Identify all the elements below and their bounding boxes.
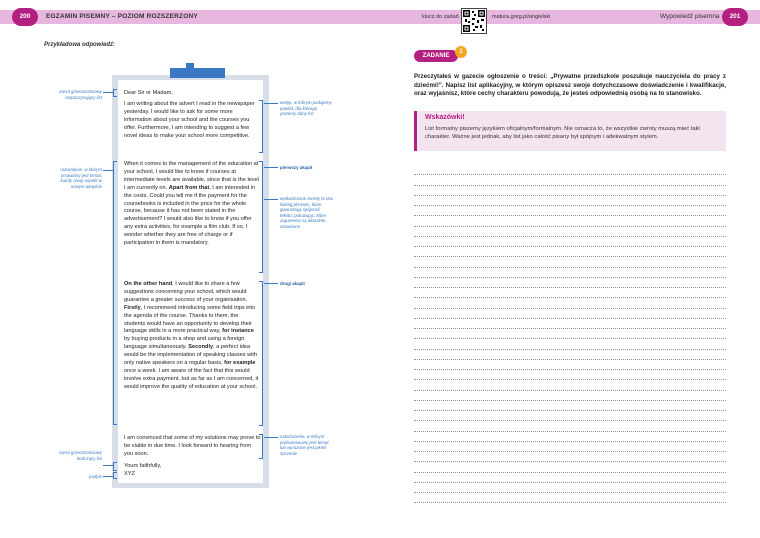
writing-line[interactable] (414, 350, 726, 360)
note-first-paragraph: pierwszy akapit (280, 165, 313, 170)
note-body: rozwinięcie, w którym omawiany jest temat, każdy nowy aspekt w nowym akapicie (60, 167, 102, 189)
writing-line[interactable] (414, 329, 726, 339)
writing-line[interactable] (414, 462, 726, 472)
key-label: klucz do zadań (422, 14, 459, 20)
writing-line[interactable] (414, 257, 726, 267)
writing-line[interactable] (414, 380, 726, 390)
hint-text: List formalny piszemy językiem oficjalnym/formalnym. Nie oznacza to, że wszystkie zwroty muszą mieć taki charakter. Ważne jest jednak, aby list jako całość pisany był spójnym i adekwatnym stylem. (425, 126, 700, 140)
task-number: 1 (455, 46, 467, 58)
writing-line[interactable] (414, 227, 726, 237)
task-instructions: Przeczytałeś w gazecie ogłoszenie o treści: „Prywatne przedszkole poszukuje nauczyciela do pracy z dziećmi!”. Napisz list aplikacyjny, w którym opiszesz swoje dotychczasowe doświadczenie i kwalifikacje, oraz wyjaśnisz, które cechy charakteru powodują, że jesteś odpowiednią osobą na to stanowisko. (414, 73, 726, 98)
bracket-intro (259, 100, 263, 153)
bracket-greeting (113, 89, 117, 97)
writing-line[interactable] (414, 493, 726, 503)
bracket-conclusion (259, 434, 263, 459)
note-introduction: wstęp, w którym podajemy powód, dla którego piszemy dany list (280, 100, 332, 117)
note-linking-phrases: wytłuszczone zwroty to tzw. linking phrases, które gwarantują spójność tekstu, pokazując, które argumenty są aktualnie omawiane (280, 196, 334, 229)
right-header-title: Wypowiedź pisemna (660, 13, 720, 20)
writing-line[interactable] (414, 268, 726, 278)
writing-line[interactable] (414, 206, 726, 216)
writing-line[interactable] (414, 278, 726, 288)
connector-line (264, 199, 278, 200)
left-header-title: EGZAMIN PISEMNY – POZIOM ROZSZERZONY (46, 13, 198, 20)
note-closing-phrase: zwrot grzecznościowy kończący list (59, 450, 102, 461)
writing-line[interactable] (414, 483, 726, 493)
left-page-number: 200 (12, 8, 38, 26)
connector-line (103, 170, 113, 171)
writing-line[interactable] (414, 339, 726, 349)
site-label: matura.greg.pl/angielski (492, 14, 551, 20)
bracket-paragraph-1 (259, 161, 263, 273)
writing-line[interactable] (414, 391, 726, 401)
connector-line (103, 476, 113, 477)
answer-lines[interactable] (414, 165, 726, 503)
example-answer-label: Przykładowa odpowiedź: (44, 42, 116, 48)
letter-intro-paragraph: I am writing about the advert I read in the newspaper yesterday. I would like to ask for some more information about your school and the courses you offer. Furthermore, I am intending to suggest a few novel ideas to make your school more competitive. (124, 101, 255, 139)
bracket-closing (113, 462, 117, 471)
writing-line[interactable] (414, 319, 726, 329)
right-page-number: 201 (722, 8, 748, 26)
writing-line[interactable] (414, 432, 726, 442)
letter-closing: Yours faithfully, (124, 463, 162, 469)
qr-code-icon (461, 8, 487, 34)
writing-line[interactable] (414, 360, 726, 370)
writing-line[interactable] (414, 298, 726, 308)
letter-clip-decoration (170, 68, 225, 78)
letter-paragraph-2: On the other hand, I would like to share a few suggestions concerning your school, which would guarantee a greater success of your organisation. Firstly, I recommend introducing some field trips into the agenda of the course. Thanks to them, the students would have an opportunity to develop their language skills in a more practical way, for instance by buying products in a shop and using a foreign language simultaneously. Secondly, a perfect idea would be the implementation of speaking classes with only native speakers on a regular basis, for example once a week. I am aware of the fact that this would involve extra payment, but as far as I am concerned, it would improve the quality of education at your school. (124, 281, 259, 390)
letter-greeting: Dear Sir or Madam, (124, 90, 173, 96)
connector-line (264, 103, 278, 104)
writing-line[interactable] (414, 411, 726, 421)
hint-title: Wskazówki! (425, 114, 465, 121)
bracket-paragraph-2 (259, 281, 263, 426)
writing-line[interactable] (414, 196, 726, 206)
connector-line (264, 167, 278, 168)
task-label: ZADANIE (414, 50, 458, 62)
writing-line[interactable] (414, 442, 726, 452)
letter-signature: XYZ (124, 471, 135, 477)
writing-line[interactable] (414, 370, 726, 380)
connector-line (264, 437, 278, 438)
writing-line[interactable] (414, 186, 726, 196)
writing-line[interactable] (414, 401, 726, 411)
bracket-signature (113, 472, 117, 479)
writing-line[interactable] (414, 473, 726, 483)
writing-line[interactable] (414, 288, 726, 298)
writing-line[interactable] (414, 237, 726, 247)
note-signature: podpis (89, 474, 102, 479)
bracket-body (113, 161, 117, 425)
writing-line[interactable] (414, 452, 726, 462)
letter-paragraph-1: When it comes to the management of the education at your school, I would like to know if courses at intermediate levels are available, since that is the level I am currently on. Apart from that, I am interested in the costs. Could you tell me if the payment for the coursebooks is included in the price for the whole course, because it has not been stated in the advertisement? I would also like to know if you offer any extra activities, for example a film club. If so, I wonder whether they are free of charge or if participation in them is mandatory. (124, 161, 259, 247)
writing-line[interactable] (414, 216, 726, 226)
writing-line[interactable] (414, 175, 726, 185)
note-second-paragraph: drugi akapit (280, 281, 305, 286)
letter-clip-notch (186, 63, 194, 69)
note-conclusion: zakończenie, w którym podsumowany jest temat lub wyrażone jest jakieś życzenie (280, 434, 329, 456)
writing-line[interactable] (414, 247, 726, 257)
note-opening-phrase: zwrot grzecznościowy rozpoczynający list (59, 89, 102, 100)
writing-line[interactable] (414, 309, 726, 319)
letter-conclusion: I am convinced that some of my solutions may prove to be viable in due time. I look forward to hearing from you soon. (124, 435, 261, 457)
writing-line[interactable] (414, 421, 726, 431)
writing-line[interactable] (414, 165, 726, 175)
connector-line (103, 465, 113, 466)
connector-line (103, 92, 113, 93)
hint-box (414, 111, 726, 151)
connector-line (264, 283, 278, 284)
